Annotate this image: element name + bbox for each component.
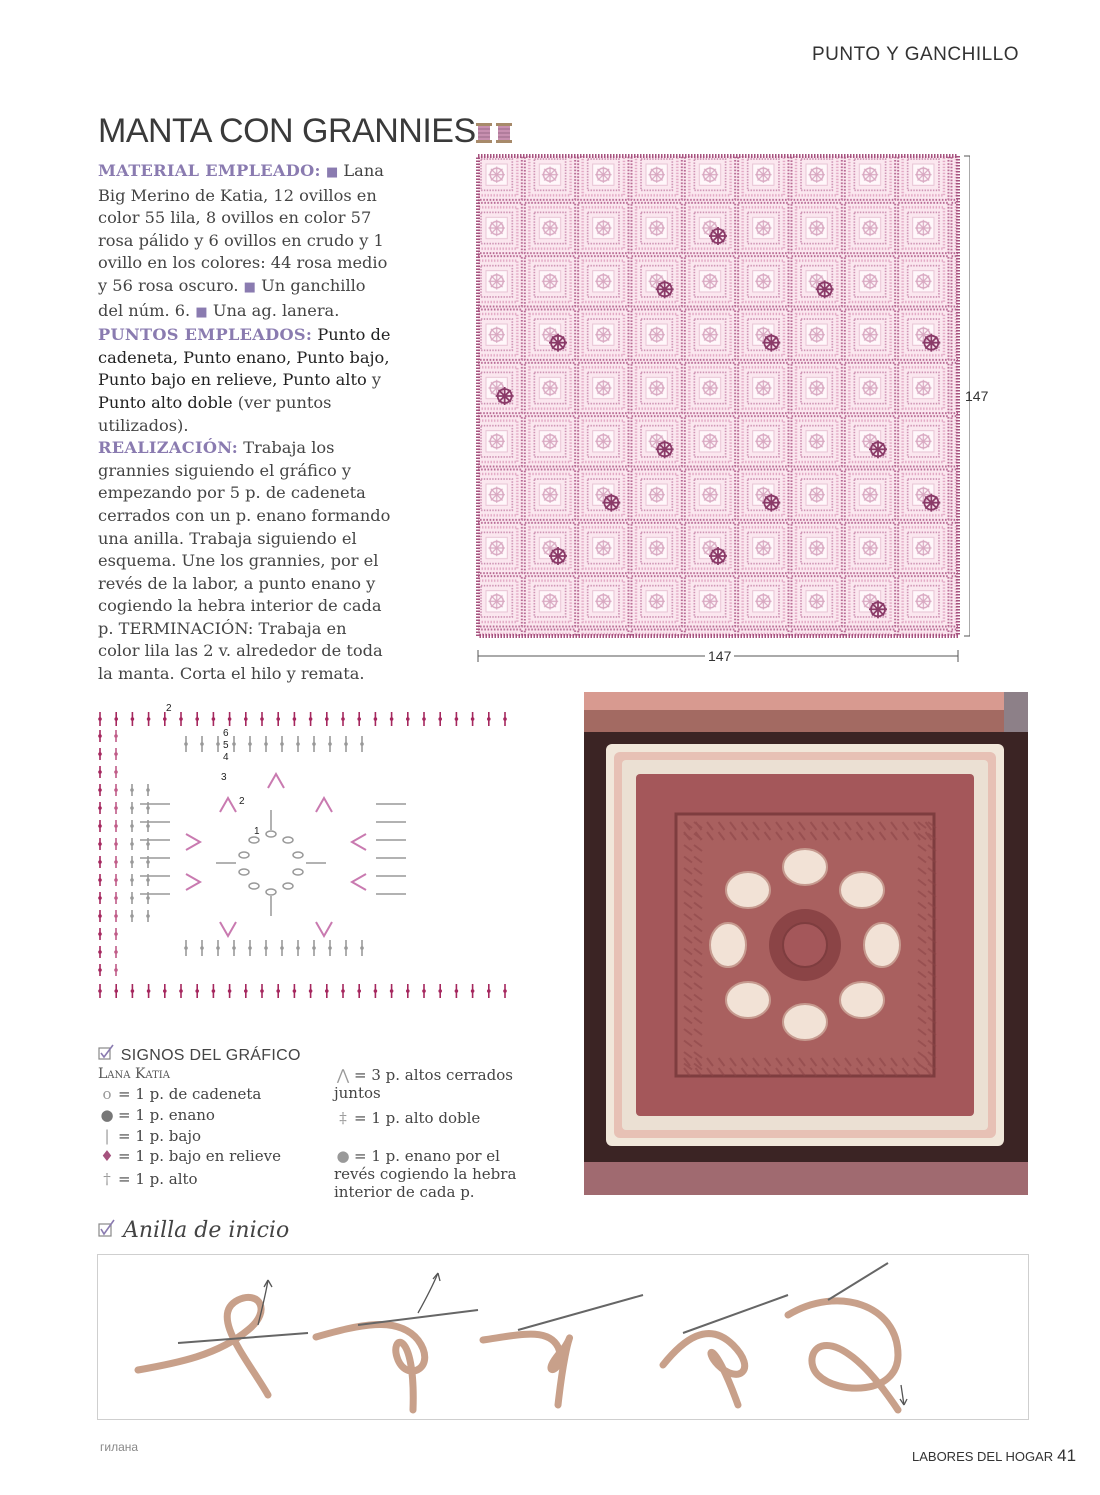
magic-ring-steps: [97, 1254, 1029, 1420]
check-icon: [98, 1219, 116, 1237]
treble-symbol-icon: ‡: [339, 1109, 347, 1127]
punto-3: Punto bajo: [296, 347, 385, 367]
cluster-symbol-icon: ⋀: [336, 1066, 350, 1084]
punto-2: Punto enano: [183, 347, 287, 367]
height-dimension: 147: [965, 388, 989, 404]
legend: [98, 1040, 558, 1210]
chain-symbol-icon: o: [102, 1085, 112, 1103]
step-5: [788, 1301, 898, 1410]
hook-3: [518, 1295, 643, 1330]
chart-label-row-2: 2: [166, 703, 172, 714]
check-icon: [98, 1044, 116, 1060]
slip-back-symbol-icon: ●: [336, 1147, 350, 1165]
watermark: гилана: [100, 1440, 139, 1454]
punto-4: Punto bajo en relieve: [98, 370, 273, 390]
slip-symbol-icon: ●: [100, 1106, 114, 1124]
relief-symbol-icon: ♦: [100, 1147, 114, 1165]
spool-icon: [474, 120, 514, 146]
legend-slip-back: ● = 1 p. enano por el revés cogiendo la hebra interior de cada p.: [334, 1147, 517, 1201]
puntos-label: PUNTOS EMPLEADOS:: [98, 325, 313, 345]
legend-treble: ‡ = 1 p. alto doble: [334, 1109, 480, 1127]
page-number: 41: [1057, 1446, 1077, 1465]
step-1: [138, 1297, 268, 1395]
page-title: MANTA CON GRANNIES: [98, 112, 476, 150]
chart-label-row-3: 3: [221, 772, 227, 783]
single-symbol-icon: |: [104, 1127, 110, 1145]
material-label: MATERIAL EMPLEADO:: [98, 161, 321, 180]
realizacion-label: REALIZACIÓN:: [98, 438, 239, 458]
magazine-name: LABORES DEL HOGAR: [912, 1449, 1054, 1464]
section-title: PUNTO Y GANCHILLO: [812, 44, 1020, 65]
chart-label-row-5: 5: [223, 740, 229, 751]
width-dimension: 147: [705, 648, 734, 664]
legend-title: SIGNOS DEL GRÁFICO: [98, 1044, 301, 1065]
puntos-tail: (ver puntos utilizados).: [98, 392, 332, 435]
hook-5: [828, 1263, 888, 1300]
chart-label-round-1: 1: [254, 826, 260, 837]
cluster-symbol: [220, 798, 236, 812]
double-symbol-icon: †: [103, 1170, 111, 1188]
anilla-title: Anilla de inicio: [98, 1218, 289, 1243]
legend-slip: ● = 1 p. enano: [98, 1106, 215, 1124]
legend-single: | = 1 p. bajo: [98, 1127, 201, 1145]
hook-4: [683, 1295, 788, 1333]
legend-brand: Lana Katia: [98, 1066, 170, 1082]
material-hook: Un ganchillo del núm. 6.: [98, 275, 366, 320]
punto-6: Punto alto doble: [98, 392, 233, 412]
legend-double: † = 1 p. alto: [98, 1170, 198, 1188]
instructions: MATERIAL EMPLEADO: ■ Lana Big Merino de Katia, 12 ovillos en color 55 lila, 8 ovillos en color 57 rosa pálido y 6 ovillos en crudo y 1 ovillo en los colores: 44 rosa medio y 56 rosa oscuro. ■ Un ganchillo del núm. 6. ■ Una ag. lanera. PUNTOS EMPLEADOS: Punto de cadeneta, Punto enano, Punto bajo, Punto bajo en relieve, Punto alto y Punto alto doble (ver puntos utilizados). REALIZACIÓN: Trabaja los grannies siguiendo el gráfico y empezando por 5 p. de cadeneta cerrados con un p. enano formando una anilla. Trabaja siguiendo el esquema. Une los grannies, por el revés de la labor, a punto enano y cogiendo la hebra interior de cada p. TERMINACIÓN: Trabaja en color lila las 2 v. alrededor de toda la manta. Corta el hilo y remata.: [98, 161, 391, 684]
legend-cluster: ⋀ = 3 p. altos cerrados juntos: [334, 1066, 513, 1102]
blanket-diagram: [470, 148, 970, 678]
material-text: Lana Big Merino de Katia, 12 ovillos en color 55 lila, 8 ovillos en color 57 rosa pálido y 6 ovillos en crudo y 1 ovillo en los colores: 44 rosa medio y 56 rosa oscuro.: [98, 161, 388, 295]
step-4: [663, 1334, 745, 1405]
punto-1: Punto de cadeneta: [98, 325, 391, 367]
punto-5: Punto alto: [282, 370, 367, 390]
step-3: [483, 1334, 570, 1405]
legend-relief: ♦ = 1 p. bajo en relieve: [98, 1147, 281, 1165]
realizacion-text: Trabaja los grannies siguiendo el gráfico y empezando por 5 p. de cadeneta cerrados con un p. enano formando una anilla. Trabaja siguiendo el esquema. Une los grannies, por el revés de la labor, a punto enano y cogiendo la hebra interior de cada p. TERMINACIÓN: Trabaja en color lila las 2 v. alrededor de toda la manta. Corta el hilo y remata.: [98, 438, 391, 684]
chart-label-row-4: 4: [223, 752, 229, 763]
footer-magazine: [912, 1446, 1076, 1466]
step-2: [316, 1325, 425, 1410]
chart-label-round-2: 2: [239, 796, 245, 807]
crochet-chart: [86, 700, 526, 1010]
legend-chain: o = 1 p. de cadeneta: [98, 1085, 261, 1103]
granny-square-photo: [584, 692, 1028, 1195]
material-needle: Una ag. lanera.: [212, 300, 340, 320]
puntos-and: y: [371, 370, 382, 390]
chart-label-row-6: 6: [223, 728, 229, 739]
